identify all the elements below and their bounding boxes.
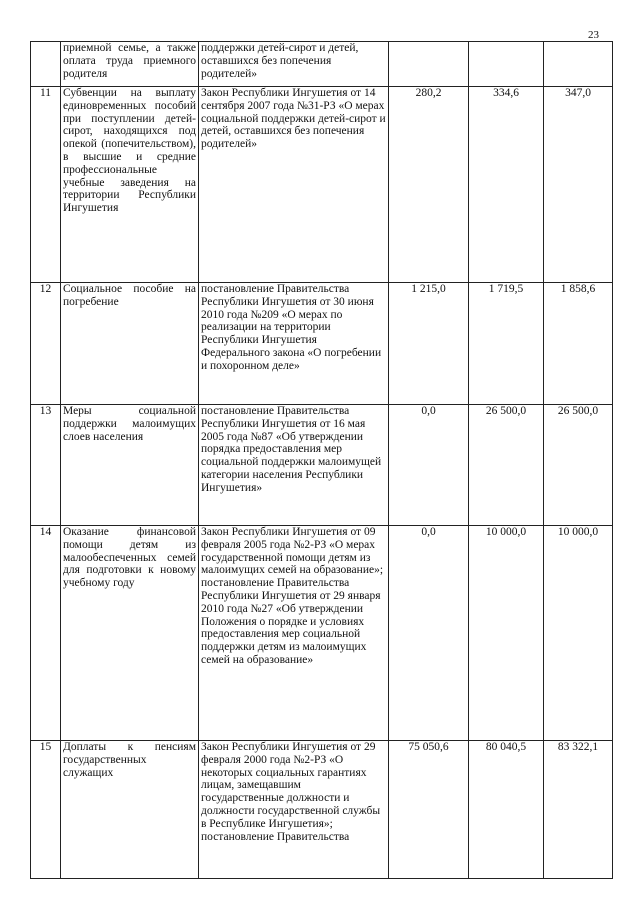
row-legal-basis: поддержки детей-сирот и детей, оставшихся без попечения родителей» <box>199 42 389 87</box>
table-row-15 <box>31 741 613 879</box>
row-number: 15 <box>31 741 61 879</box>
row-legal-basis: постановление Правительства Республики Ингушетия от 16 мая 2005 года №87 «Об утверждении порядка предоставления мер социальной поддержки малоимущей категории населения Республики Ингушетия» <box>199 405 389 526</box>
row-value-3: 26 500,0 <box>544 405 613 526</box>
row-name: Субвенции на выплату единовременных пособий при поступлении детей-сирот, находящихся под опекой (попечительством), в высшие и средние профессиональные учебные заведения на территории Республики Ингушетия <box>61 87 199 283</box>
row-value-2: 80 040,5 <box>469 741 544 879</box>
row-value-3: 83 322,1 <box>544 741 613 879</box>
row-legal-basis: Закон Республики Ингушетия от 29 февраля 2000 года №2-РЗ «О некоторых социальных гарантиях лицам, замещавшим государственные должности и должности государственной службы в Республике Ингушетия»; постановление Правительства <box>199 741 389 879</box>
row-number: 12 <box>31 283 61 405</box>
row-value-1: 0,0 <box>389 526 469 741</box>
row-number <box>31 42 61 87</box>
row-name: приемной семье, а также оплата труда приемного родителя <box>61 42 199 87</box>
row-name: Социальное пособие на погребение <box>61 283 199 405</box>
row-number: 11 <box>31 87 61 283</box>
row-number: 14 <box>31 526 61 741</box>
row-value-1 <box>389 42 469 87</box>
row-value-2 <box>469 42 544 87</box>
row-name: Доплаты к пенсиям государственных служащих <box>61 741 199 879</box>
row-value-1: 280,2 <box>389 87 469 283</box>
table-row-11 <box>31 87 613 283</box>
row-name: Оказание финансовой помощи детям из малообеспеченных семей для подготовки к новому учебному году <box>61 526 199 741</box>
row-number: 13 <box>31 405 61 526</box>
row-value-2: 1 719,5 <box>469 283 544 405</box>
page-number: 23 <box>588 29 599 41</box>
row-value-2: 334,6 <box>469 87 544 283</box>
table-row-continuation <box>31 42 613 87</box>
table-row-12 <box>31 283 613 405</box>
table-row-13 <box>31 405 613 526</box>
row-legal-basis: Закон Республики Ингушетия от 14 сентября 2007 года №31-РЗ «О мерах социальной поддержки детей-сирот и детей, оставшихся без попечения родителей» <box>199 87 389 283</box>
row-value-1: 0,0 <box>389 405 469 526</box>
row-value-3: 10 000,0 <box>544 526 613 741</box>
row-value-3: 1 858,6 <box>544 283 613 405</box>
row-name: Меры социальной поддержки малоимущих слоев населения <box>61 405 199 526</box>
row-value-3: 347,0 <box>544 87 613 283</box>
budget-table <box>30 41 613 879</box>
row-legal-basis: постановление Правительства Республики Ингушетия от 30 июня 2010 года №209 «О мерах по реализации на территории Республики Ингушетия Федерального закона «О погребении и похоронном деле» <box>199 283 389 405</box>
row-value-3 <box>544 42 613 87</box>
row-value-1: 1 215,0 <box>389 283 469 405</box>
table-row-14 <box>31 526 613 741</box>
row-value-2: 26 500,0 <box>469 405 544 526</box>
row-legal-basis: Закон Республики Ингушетия от 09 февраля 2005 года №2-РЗ «О мерах государственной помощи детям из малоимущих семей на образование»; постановление Правительства Республики Ингушетия от 29 января 2010 года №27 «Об утверждении Положения о порядке и условиях предоставления мер социальной поддержки детям из малоимущих семей на образование» <box>199 526 389 741</box>
row-value-1: 75 050,6 <box>389 741 469 879</box>
row-value-2: 10 000,0 <box>469 526 544 741</box>
